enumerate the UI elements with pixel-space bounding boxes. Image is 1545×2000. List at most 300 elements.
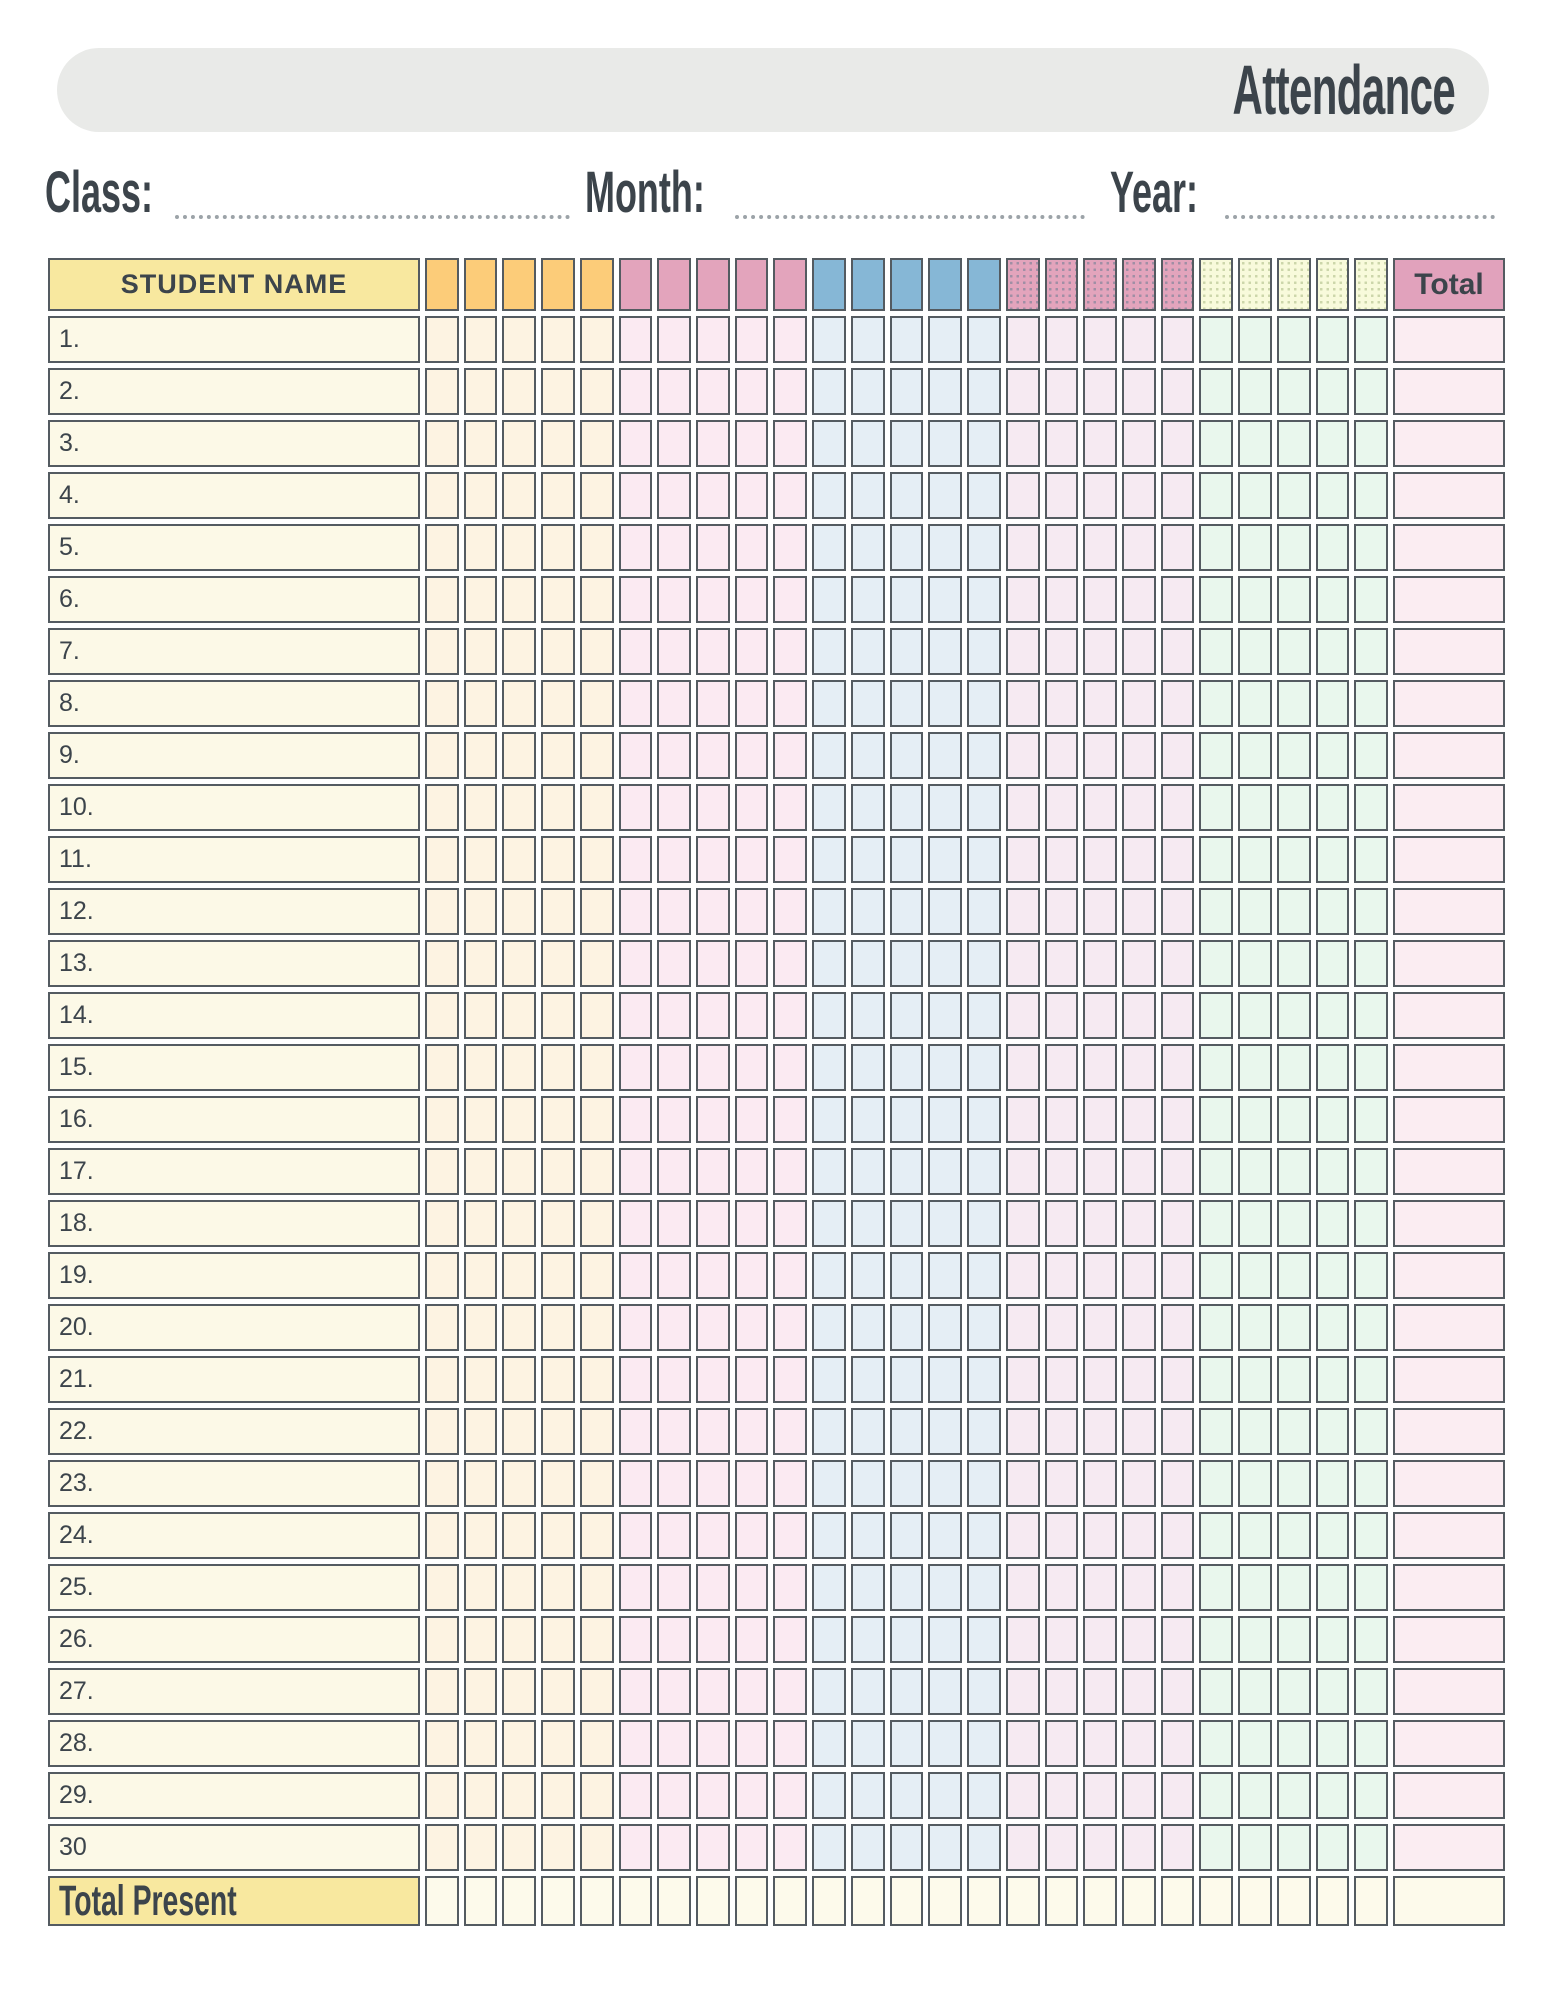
- attendance-cell[interactable]: [1122, 1460, 1156, 1507]
- attendance-cell[interactable]: [619, 1200, 653, 1247]
- attendance-cell[interactable]: [1354, 992, 1388, 1039]
- attendance-cell[interactable]: [1083, 1044, 1117, 1091]
- attendance-cell[interactable]: [502, 1460, 536, 1507]
- attendance-cell[interactable]: [425, 1408, 459, 1455]
- attendance-cell[interactable]: [502, 1512, 536, 1559]
- row-total-cell[interactable]: [1393, 1044, 1505, 1091]
- attendance-cell[interactable]: [735, 1668, 769, 1715]
- attendance-cell[interactable]: [773, 1408, 807, 1455]
- attendance-cell[interactable]: [967, 1252, 1001, 1299]
- attendance-cell[interactable]: [1006, 1512, 1040, 1559]
- attendance-cell[interactable]: [1161, 836, 1195, 883]
- student-name-cell[interactable]: [48, 576, 420, 623]
- attendance-cell[interactable]: [1083, 1096, 1117, 1143]
- attendance-cell[interactable]: [1277, 1460, 1311, 1507]
- attendance-cell[interactable]: [1316, 1408, 1350, 1455]
- attendance-cell[interactable]: [735, 524, 769, 571]
- attendance-cell[interactable]: [1006, 1564, 1040, 1611]
- attendance-cell[interactable]: [619, 1772, 653, 1819]
- attendance-cell[interactable]: [1199, 1772, 1233, 1819]
- attendance-cell[interactable]: [541, 1564, 575, 1611]
- attendance-cell[interactable]: [1161, 992, 1195, 1039]
- attendance-cell[interactable]: [541, 1304, 575, 1351]
- attendance-cell[interactable]: [1083, 1512, 1117, 1559]
- attendance-cell[interactable]: [1122, 1564, 1156, 1611]
- attendance-cell[interactable]: [1277, 1512, 1311, 1559]
- attendance-cell[interactable]: [1083, 1720, 1117, 1767]
- attendance-cell[interactable]: [464, 1252, 498, 1299]
- attendance-cell[interactable]: [696, 732, 730, 779]
- attendance-cell[interactable]: [502, 1616, 536, 1663]
- year-fill-line[interactable]: [1225, 215, 1495, 219]
- attendance-cell[interactable]: [502, 1304, 536, 1351]
- attendance-cell[interactable]: [696, 784, 730, 831]
- total-present-cell[interactable]: [541, 1876, 575, 1926]
- total-present-cell[interactable]: [1045, 1876, 1079, 1926]
- attendance-cell[interactable]: [464, 524, 498, 571]
- student-name-cell[interactable]: [48, 1772, 420, 1819]
- attendance-cell[interactable]: [1083, 1408, 1117, 1455]
- attendance-cell[interactable]: [541, 992, 575, 1039]
- attendance-cell[interactable]: [890, 732, 924, 779]
- attendance-cell[interactable]: [502, 1356, 536, 1403]
- attendance-cell[interactable]: [1316, 784, 1350, 831]
- attendance-cell[interactable]: [1354, 1720, 1388, 1767]
- attendance-cell[interactable]: [619, 420, 653, 467]
- attendance-cell[interactable]: [812, 1512, 846, 1559]
- attendance-cell[interactable]: [851, 1200, 885, 1247]
- attendance-cell[interactable]: [735, 420, 769, 467]
- attendance-cell[interactable]: [1354, 1356, 1388, 1403]
- attendance-cell[interactable]: [812, 1772, 846, 1819]
- attendance-cell[interactable]: [1238, 940, 1272, 987]
- attendance-cell[interactable]: [1083, 680, 1117, 727]
- attendance-cell[interactable]: [812, 628, 846, 675]
- attendance-cell[interactable]: [580, 1044, 614, 1091]
- row-total-cell[interactable]: [1393, 1824, 1505, 1871]
- attendance-cell[interactable]: [425, 628, 459, 675]
- attendance-cell[interactable]: [1083, 1460, 1117, 1507]
- attendance-cell[interactable]: [580, 1148, 614, 1195]
- attendance-cell[interactable]: [851, 524, 885, 571]
- attendance-cell[interactable]: [1199, 836, 1233, 883]
- attendance-cell[interactable]: [657, 1044, 691, 1091]
- attendance-cell[interactable]: [812, 732, 846, 779]
- attendance-cell[interactable]: [851, 1720, 885, 1767]
- attendance-cell[interactable]: [1316, 1616, 1350, 1663]
- student-name-cell[interactable]: [48, 1096, 420, 1143]
- attendance-cell[interactable]: [1006, 1772, 1040, 1819]
- attendance-cell[interactable]: [812, 420, 846, 467]
- attendance-cell[interactable]: [1083, 1668, 1117, 1715]
- attendance-cell[interactable]: [1238, 472, 1272, 519]
- attendance-cell[interactable]: [928, 940, 962, 987]
- attendance-cell[interactable]: [1199, 888, 1233, 935]
- attendance-cell[interactable]: [735, 1148, 769, 1195]
- attendance-cell[interactable]: [1045, 1044, 1079, 1091]
- attendance-cell[interactable]: [773, 1512, 807, 1559]
- attendance-cell[interactable]: [1122, 628, 1156, 675]
- total-present-cell[interactable]: [890, 1876, 924, 1926]
- attendance-cell[interactable]: [619, 316, 653, 363]
- attendance-cell[interactable]: [1199, 368, 1233, 415]
- attendance-cell[interactable]: [541, 420, 575, 467]
- attendance-cell[interactable]: [928, 1200, 962, 1247]
- total-present-cell[interactable]: [735, 1876, 769, 1926]
- attendance-cell[interactable]: [580, 1408, 614, 1455]
- student-name-cell[interactable]: [48, 1408, 420, 1455]
- attendance-cell[interactable]: [812, 1668, 846, 1715]
- attendance-cell[interactable]: [1122, 420, 1156, 467]
- attendance-cell[interactable]: [851, 680, 885, 727]
- row-total-cell[interactable]: [1393, 316, 1505, 363]
- attendance-cell[interactable]: [657, 1408, 691, 1455]
- attendance-cell[interactable]: [580, 992, 614, 1039]
- attendance-cell[interactable]: [1045, 1772, 1079, 1819]
- attendance-cell[interactable]: [967, 628, 1001, 675]
- attendance-cell[interactable]: [464, 576, 498, 623]
- attendance-cell[interactable]: [541, 1200, 575, 1247]
- attendance-cell[interactable]: [1122, 732, 1156, 779]
- attendance-cell[interactable]: [1122, 1616, 1156, 1663]
- attendance-cell[interactable]: [1161, 1200, 1195, 1247]
- attendance-cell[interactable]: [1006, 836, 1040, 883]
- attendance-cell[interactable]: [851, 472, 885, 519]
- attendance-cell[interactable]: [464, 680, 498, 727]
- attendance-cell[interactable]: [967, 316, 1001, 363]
- total-present-cell[interactable]: [967, 1876, 1001, 1926]
- attendance-cell[interactable]: [541, 628, 575, 675]
- attendance-cell[interactable]: [502, 1408, 536, 1455]
- attendance-cell[interactable]: [851, 1616, 885, 1663]
- attendance-cell[interactable]: [1277, 784, 1311, 831]
- attendance-cell[interactable]: [1122, 1668, 1156, 1715]
- attendance-cell[interactable]: [464, 1044, 498, 1091]
- attendance-cell[interactable]: [1238, 1356, 1272, 1403]
- attendance-cell[interactable]: [1238, 1304, 1272, 1351]
- attendance-cell[interactable]: [541, 1460, 575, 1507]
- attendance-cell[interactable]: [1045, 992, 1079, 1039]
- attendance-cell[interactable]: [657, 1668, 691, 1715]
- attendance-cell[interactable]: [967, 784, 1001, 831]
- attendance-cell[interactable]: [1122, 992, 1156, 1039]
- attendance-cell[interactable]: [928, 836, 962, 883]
- attendance-cell[interactable]: [1161, 1720, 1195, 1767]
- attendance-cell[interactable]: [773, 1252, 807, 1299]
- attendance-cell[interactable]: [425, 1096, 459, 1143]
- attendance-cell[interactable]: [580, 1096, 614, 1143]
- attendance-cell[interactable]: [812, 368, 846, 415]
- attendance-cell[interactable]: [1277, 1616, 1311, 1663]
- attendance-cell[interactable]: [502, 732, 536, 779]
- row-total-cell[interactable]: [1393, 628, 1505, 675]
- attendance-cell[interactable]: [851, 1252, 885, 1299]
- attendance-cell[interactable]: [1238, 576, 1272, 623]
- attendance-cell[interactable]: [619, 940, 653, 987]
- total-present-cell[interactable]: [657, 1876, 691, 1926]
- attendance-cell[interactable]: [1277, 732, 1311, 779]
- attendance-cell[interactable]: [1199, 1824, 1233, 1871]
- attendance-cell[interactable]: [1354, 1668, 1388, 1715]
- attendance-cell[interactable]: [464, 628, 498, 675]
- attendance-cell[interactable]: [1006, 1096, 1040, 1143]
- row-total-cell[interactable]: [1393, 1512, 1505, 1559]
- attendance-cell[interactable]: [1161, 1408, 1195, 1455]
- attendance-cell[interactable]: [1238, 1200, 1272, 1247]
- attendance-cell[interactable]: [1238, 1460, 1272, 1507]
- student-name-cell[interactable]: [48, 524, 420, 571]
- attendance-cell[interactable]: [502, 940, 536, 987]
- attendance-cell[interactable]: [1045, 472, 1079, 519]
- attendance-cell[interactable]: [1354, 1304, 1388, 1351]
- row-total-cell[interactable]: [1393, 1668, 1505, 1715]
- attendance-cell[interactable]: [502, 524, 536, 571]
- attendance-cell[interactable]: [502, 472, 536, 519]
- attendance-cell[interactable]: [1161, 1044, 1195, 1091]
- attendance-cell[interactable]: [464, 1564, 498, 1611]
- attendance-cell[interactable]: [1083, 1148, 1117, 1195]
- attendance-cell[interactable]: [619, 1824, 653, 1871]
- row-total-cell[interactable]: [1393, 1460, 1505, 1507]
- attendance-cell[interactable]: [1122, 888, 1156, 935]
- attendance-cell[interactable]: [890, 1252, 924, 1299]
- student-name-cell[interactable]: [48, 420, 420, 467]
- attendance-cell[interactable]: [928, 1512, 962, 1559]
- attendance-cell[interactable]: [967, 368, 1001, 415]
- total-present-cell[interactable]: [1238, 1876, 1272, 1926]
- attendance-cell[interactable]: [773, 628, 807, 675]
- attendance-cell[interactable]: [464, 784, 498, 831]
- attendance-cell[interactable]: [773, 1772, 807, 1819]
- attendance-cell[interactable]: [619, 732, 653, 779]
- attendance-cell[interactable]: [1045, 784, 1079, 831]
- attendance-cell[interactable]: [1122, 316, 1156, 363]
- attendance-cell[interactable]: [928, 472, 962, 519]
- attendance-cell[interactable]: [735, 1720, 769, 1767]
- attendance-cell[interactable]: [812, 472, 846, 519]
- attendance-cell[interactable]: [1083, 940, 1117, 987]
- attendance-cell[interactable]: [464, 888, 498, 935]
- attendance-cell[interactable]: [580, 1200, 614, 1247]
- attendance-cell[interactable]: [1354, 1044, 1388, 1091]
- attendance-cell[interactable]: [735, 1460, 769, 1507]
- attendance-cell[interactable]: [1277, 1720, 1311, 1767]
- attendance-cell[interactable]: [773, 1720, 807, 1767]
- attendance-cell[interactable]: [1006, 1148, 1040, 1195]
- attendance-cell[interactable]: [1199, 420, 1233, 467]
- attendance-cell[interactable]: [1354, 1252, 1388, 1299]
- student-name-cell[interactable]: [48, 1200, 420, 1247]
- attendance-cell[interactable]: [1122, 1096, 1156, 1143]
- student-name-cell[interactable]: [48, 1304, 420, 1351]
- student-name-cell[interactable]: [48, 368, 420, 415]
- total-present-cell[interactable]: [1277, 1876, 1311, 1926]
- attendance-cell[interactable]: [1083, 1200, 1117, 1247]
- attendance-cell[interactable]: [890, 316, 924, 363]
- attendance-cell[interactable]: [1161, 1304, 1195, 1351]
- attendance-cell[interactable]: [851, 1512, 885, 1559]
- student-name-cell[interactable]: [48, 888, 420, 935]
- attendance-cell[interactable]: [657, 1720, 691, 1767]
- attendance-cell[interactable]: [1199, 1252, 1233, 1299]
- attendance-cell[interactable]: [1277, 1044, 1311, 1091]
- attendance-cell[interactable]: [890, 576, 924, 623]
- attendance-cell[interactable]: [541, 1668, 575, 1715]
- attendance-cell[interactable]: [619, 1408, 653, 1455]
- attendance-cell[interactable]: [890, 1200, 924, 1247]
- attendance-cell[interactable]: [541, 524, 575, 571]
- attendance-cell[interactable]: [1006, 940, 1040, 987]
- attendance-cell[interactable]: [1006, 1720, 1040, 1767]
- attendance-cell[interactable]: [928, 1772, 962, 1819]
- student-name-cell[interactable]: [48, 1460, 420, 1507]
- attendance-cell[interactable]: [1006, 472, 1040, 519]
- attendance-cell[interactable]: [541, 888, 575, 935]
- attendance-cell[interactable]: [773, 1200, 807, 1247]
- attendance-cell[interactable]: [696, 1512, 730, 1559]
- attendance-cell[interactable]: [657, 1356, 691, 1403]
- attendance-cell[interactable]: [1238, 1252, 1272, 1299]
- attendance-cell[interactable]: [1045, 1616, 1079, 1663]
- attendance-cell[interactable]: [890, 1564, 924, 1611]
- attendance-cell[interactable]: [696, 524, 730, 571]
- attendance-cell[interactable]: [696, 1460, 730, 1507]
- attendance-cell[interactable]: [1354, 888, 1388, 935]
- attendance-cell[interactable]: [619, 1304, 653, 1351]
- attendance-cell[interactable]: [580, 940, 614, 987]
- attendance-cell[interactable]: [1122, 1772, 1156, 1819]
- row-total-cell[interactable]: [1393, 368, 1505, 415]
- attendance-cell[interactable]: [773, 368, 807, 415]
- attendance-cell[interactable]: [890, 1408, 924, 1455]
- total-present-cell[interactable]: [812, 1876, 846, 1926]
- attendance-cell[interactable]: [425, 1772, 459, 1819]
- attendance-cell[interactable]: [1316, 732, 1350, 779]
- total-present-total-cell[interactable]: [1393, 1876, 1505, 1926]
- attendance-cell[interactable]: [1045, 1824, 1079, 1871]
- total-present-cell[interactable]: [1006, 1876, 1040, 1926]
- attendance-cell[interactable]: [812, 1356, 846, 1403]
- attendance-cell[interactable]: [1122, 1304, 1156, 1351]
- attendance-cell[interactable]: [1238, 1772, 1272, 1819]
- attendance-cell[interactable]: [1354, 732, 1388, 779]
- attendance-cell[interactable]: [1199, 1720, 1233, 1767]
- row-total-cell[interactable]: [1393, 1564, 1505, 1611]
- attendance-cell[interactable]: [541, 576, 575, 623]
- row-total-cell[interactable]: [1393, 472, 1505, 519]
- attendance-cell[interactable]: [580, 1356, 614, 1403]
- attendance-cell[interactable]: [773, 1824, 807, 1871]
- attendance-cell[interactable]: [1316, 576, 1350, 623]
- student-name-cell[interactable]: [48, 1356, 420, 1403]
- attendance-cell[interactable]: [1354, 680, 1388, 727]
- attendance-cell[interactable]: [928, 888, 962, 935]
- attendance-cell[interactable]: [619, 1460, 653, 1507]
- attendance-cell[interactable]: [1122, 680, 1156, 727]
- attendance-cell[interactable]: [619, 1616, 653, 1663]
- attendance-cell[interactable]: [696, 1304, 730, 1351]
- row-total-cell[interactable]: [1393, 1356, 1505, 1403]
- attendance-cell[interactable]: [541, 680, 575, 727]
- attendance-cell[interactable]: [1316, 940, 1350, 987]
- attendance-cell[interactable]: [851, 1564, 885, 1611]
- attendance-cell[interactable]: [967, 836, 1001, 883]
- attendance-cell[interactable]: [464, 992, 498, 1039]
- attendance-cell[interactable]: [735, 1356, 769, 1403]
- attendance-cell[interactable]: [1161, 472, 1195, 519]
- attendance-cell[interactable]: [425, 576, 459, 623]
- attendance-cell[interactable]: [580, 1460, 614, 1507]
- attendance-cell[interactable]: [464, 420, 498, 467]
- attendance-cell[interactable]: [464, 1096, 498, 1143]
- attendance-cell[interactable]: [580, 732, 614, 779]
- attendance-cell[interactable]: [773, 1148, 807, 1195]
- attendance-cell[interactable]: [1083, 628, 1117, 675]
- attendance-cell[interactable]: [1238, 524, 1272, 571]
- attendance-cell[interactable]: [580, 368, 614, 415]
- attendance-cell[interactable]: [1083, 1252, 1117, 1299]
- attendance-cell[interactable]: [1045, 888, 1079, 935]
- attendance-cell[interactable]: [1277, 368, 1311, 415]
- attendance-cell[interactable]: [619, 1720, 653, 1767]
- attendance-cell[interactable]: [1006, 732, 1040, 779]
- attendance-cell[interactable]: [1238, 1720, 1272, 1767]
- attendance-cell[interactable]: [1161, 1148, 1195, 1195]
- attendance-cell[interactable]: [619, 888, 653, 935]
- attendance-cell[interactable]: [773, 732, 807, 779]
- attendance-cell[interactable]: [967, 1044, 1001, 1091]
- attendance-cell[interactable]: [425, 1304, 459, 1351]
- attendance-cell[interactable]: [773, 1304, 807, 1351]
- attendance-cell[interactable]: [851, 784, 885, 831]
- attendance-cell[interactable]: [502, 784, 536, 831]
- attendance-cell[interactable]: [1161, 1460, 1195, 1507]
- attendance-cell[interactable]: [928, 680, 962, 727]
- attendance-cell[interactable]: [1122, 1200, 1156, 1247]
- total-present-cell[interactable]: [1199, 1876, 1233, 1926]
- attendance-cell[interactable]: [1122, 1148, 1156, 1195]
- total-present-cell[interactable]: [464, 1876, 498, 1926]
- attendance-cell[interactable]: [967, 1824, 1001, 1871]
- attendance-cell[interactable]: [696, 576, 730, 623]
- attendance-cell[interactable]: [1238, 836, 1272, 883]
- attendance-cell[interactable]: [1083, 1564, 1117, 1611]
- attendance-cell[interactable]: [1238, 628, 1272, 675]
- attendance-cell[interactable]: [425, 888, 459, 935]
- attendance-cell[interactable]: [580, 1304, 614, 1351]
- attendance-cell[interactable]: [928, 1356, 962, 1403]
- attendance-cell[interactable]: [464, 836, 498, 883]
- attendance-cell[interactable]: [696, 1720, 730, 1767]
- attendance-cell[interactable]: [773, 524, 807, 571]
- attendance-cell[interactable]: [580, 784, 614, 831]
- attendance-cell[interactable]: [735, 316, 769, 363]
- attendance-cell[interactable]: [541, 1252, 575, 1299]
- attendance-cell[interactable]: [1199, 680, 1233, 727]
- attendance-cell[interactable]: [1199, 472, 1233, 519]
- total-present-cell[interactable]: [580, 1876, 614, 1926]
- attendance-cell[interactable]: [735, 836, 769, 883]
- attendance-cell[interactable]: [1045, 1252, 1079, 1299]
- row-total-cell[interactable]: [1393, 732, 1505, 779]
- attendance-cell[interactable]: [1045, 1148, 1079, 1195]
- attendance-cell[interactable]: [502, 420, 536, 467]
- attendance-cell[interactable]: [1277, 888, 1311, 935]
- attendance-cell[interactable]: [464, 1148, 498, 1195]
- attendance-cell[interactable]: [890, 888, 924, 935]
- attendance-cell[interactable]: [1083, 836, 1117, 883]
- attendance-cell[interactable]: [696, 1096, 730, 1143]
